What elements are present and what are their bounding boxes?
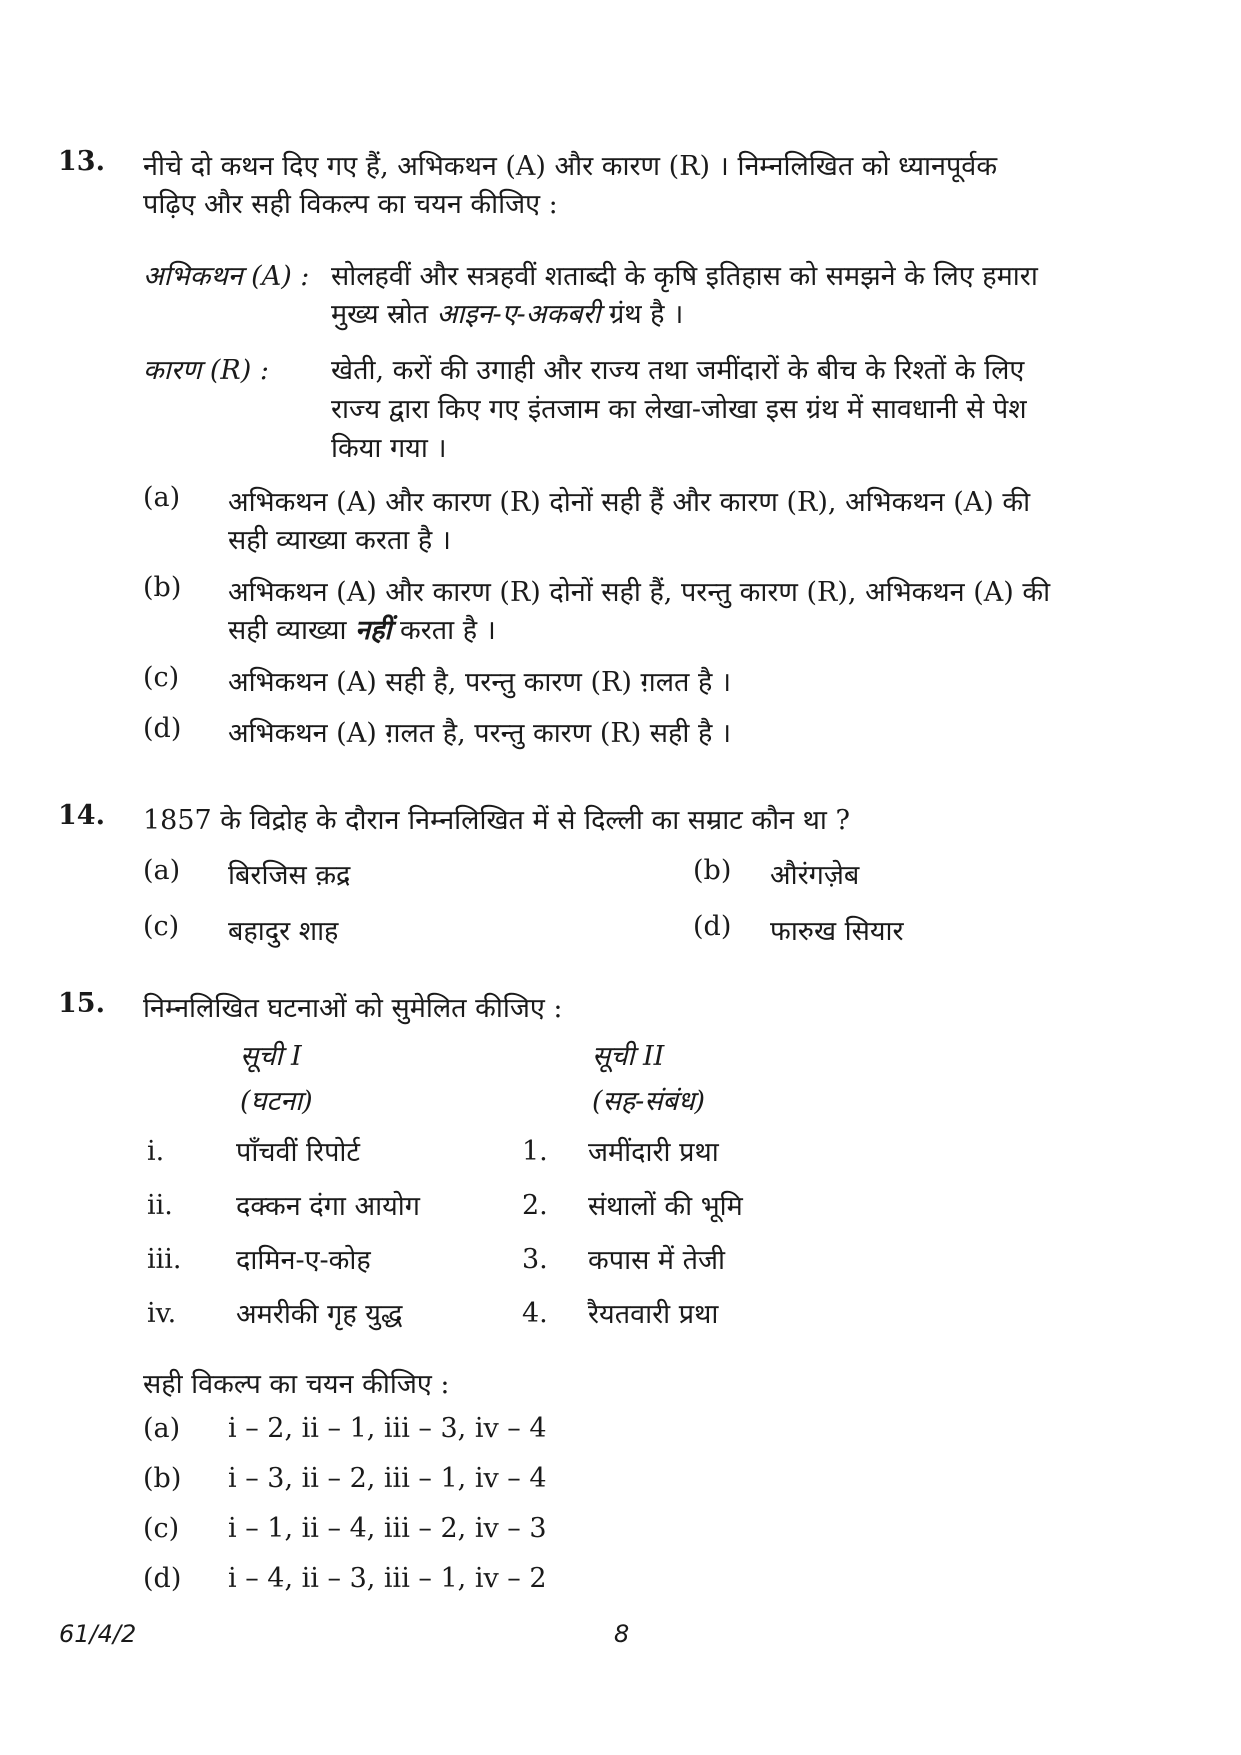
option-label: (b) xyxy=(143,1463,182,1494)
row-match: जमींदारी प्रथा xyxy=(588,1137,719,1168)
question-number: 15. xyxy=(58,988,105,1019)
question-text: निम्नलिखित घटनाओं को सुमेलित कीजिए : xyxy=(143,993,563,1024)
option-label: (c) xyxy=(143,911,180,942)
row-match: रैयतवारी प्रथा xyxy=(588,1299,719,1330)
row-number: 2. xyxy=(522,1190,548,1221)
option-text: i – 4, ii – 3, iii – 1, iv – 2 xyxy=(228,1563,547,1594)
option-label: (a) xyxy=(143,855,181,886)
option-text: बिरजिस क़द्र xyxy=(228,860,351,891)
question-number: 14. xyxy=(58,800,105,831)
option-text: i – 1, ii – 4, iii – 2, iv – 3 xyxy=(228,1513,547,1544)
option-text: सही व्याख्या नहीं करता है । xyxy=(228,615,496,646)
row-event: दामिन-ए-कोह xyxy=(236,1245,371,1276)
row-roman: iv. xyxy=(147,1298,177,1329)
row-number: 4. xyxy=(522,1298,548,1329)
option-label: (a) xyxy=(143,1413,181,1444)
option-label: (b) xyxy=(693,855,732,886)
row-match: संथालों की भूमि xyxy=(588,1191,743,1222)
list-1-title: सूची I xyxy=(240,1041,302,1072)
page-number: 8 xyxy=(614,1620,630,1648)
reason-text: खेती, करों की उगाही और राज्य तथा जमींदारों के बीच के रिश्तों के लिए xyxy=(331,355,1025,386)
list-2-title: सूची II xyxy=(592,1041,665,1072)
option-text: फारुख सियार xyxy=(770,916,904,947)
emphasis-not: नहीं xyxy=(355,615,392,646)
question-text: पढ़िए और सही विकल्प का चयन कीजिए : xyxy=(143,189,558,220)
reason-text: राज्य द्वारा किए गए इंतजाम का लेखा-जोखा इस ग्रंथ में सावधानी से पेश xyxy=(331,394,1027,425)
row-match: कपास में तेजी xyxy=(588,1245,726,1276)
question-text: 1857 के विद्रोह के दौरान निम्नलिखित में से दिल्ली का सम्राट कौन था ? xyxy=(143,805,850,836)
row-roman: iii. xyxy=(147,1244,182,1275)
option-label: (d) xyxy=(693,911,732,942)
question-number: 13. xyxy=(58,146,105,177)
question-text: नीचे दो कथन दिए गए हैं, अभिकथन (A) और कारण (R) । निम्नलिखित को ध्यानपूर्वक xyxy=(143,151,998,182)
list-1-subtitle: (घटना) xyxy=(240,1086,313,1117)
option-text: अभिकथन (A) और कारण (R) दोनों सही हैं, परन्तु कारण (R), अभिकथन (A) की xyxy=(228,577,1051,608)
reason-text: किया गया । xyxy=(331,433,447,464)
option-label: (c) xyxy=(143,662,180,693)
option-text: सही व्याख्या करता है । xyxy=(228,525,451,556)
row-roman: ii. xyxy=(147,1190,173,1221)
row-event: दक्कन दंगा आयोग xyxy=(236,1191,420,1222)
row-event: अमरीकी गृह युद्ध xyxy=(236,1299,403,1330)
row-number: 1. xyxy=(522,1136,548,1167)
option-text: अभिकथन (A) और कारण (R) दोनों सही हैं और कारण (R), अभिकथन (A) की xyxy=(228,487,1031,518)
option-text: i – 2, ii – 1, iii – 3, iv – 4 xyxy=(228,1413,547,1444)
paper-code: 61/4/2 xyxy=(59,1620,137,1648)
option-text: अभिकथन (A) ग़लत है, परन्तु कारण (R) सही है । xyxy=(228,718,732,749)
option-label: (d) xyxy=(143,713,182,744)
instruction-text: सही विकल्प का चयन कीजिए : xyxy=(143,1369,450,1400)
list-2-subtitle: (सह-संबंध) xyxy=(592,1086,706,1117)
row-roman: i. xyxy=(147,1136,165,1167)
book-title: आइन-ए-अकबरी xyxy=(436,299,601,330)
option-text: औरंगज़ेब xyxy=(770,860,860,891)
assertion-label: अभिकथन (A) : xyxy=(143,261,310,292)
assertion-text: मुख्य स्रोत आइन-ए-अकबरी ग्रंथ है । xyxy=(331,299,684,330)
row-number: 3. xyxy=(522,1244,548,1275)
option-text: i – 3, ii – 2, iii – 1, iv – 4 xyxy=(228,1463,547,1494)
assertion-text: सोलहवीं और सत्रहवीं शताब्दी के कृषि इतिहास को समझने के लिए हमारा xyxy=(331,261,1038,292)
option-label: (c) xyxy=(143,1513,180,1544)
reason-label: कारण (R) : xyxy=(143,355,269,386)
option-text: अभिकथन (A) सही है, परन्तु कारण (R) ग़लत है । xyxy=(228,667,732,698)
row-event: पाँचवीं रिपोर्ट xyxy=(236,1137,361,1168)
option-label: (b) xyxy=(143,572,182,603)
option-text: बहादुर शाह xyxy=(228,916,339,947)
option-label: (a) xyxy=(143,482,181,513)
option-label: (d) xyxy=(143,1563,182,1594)
